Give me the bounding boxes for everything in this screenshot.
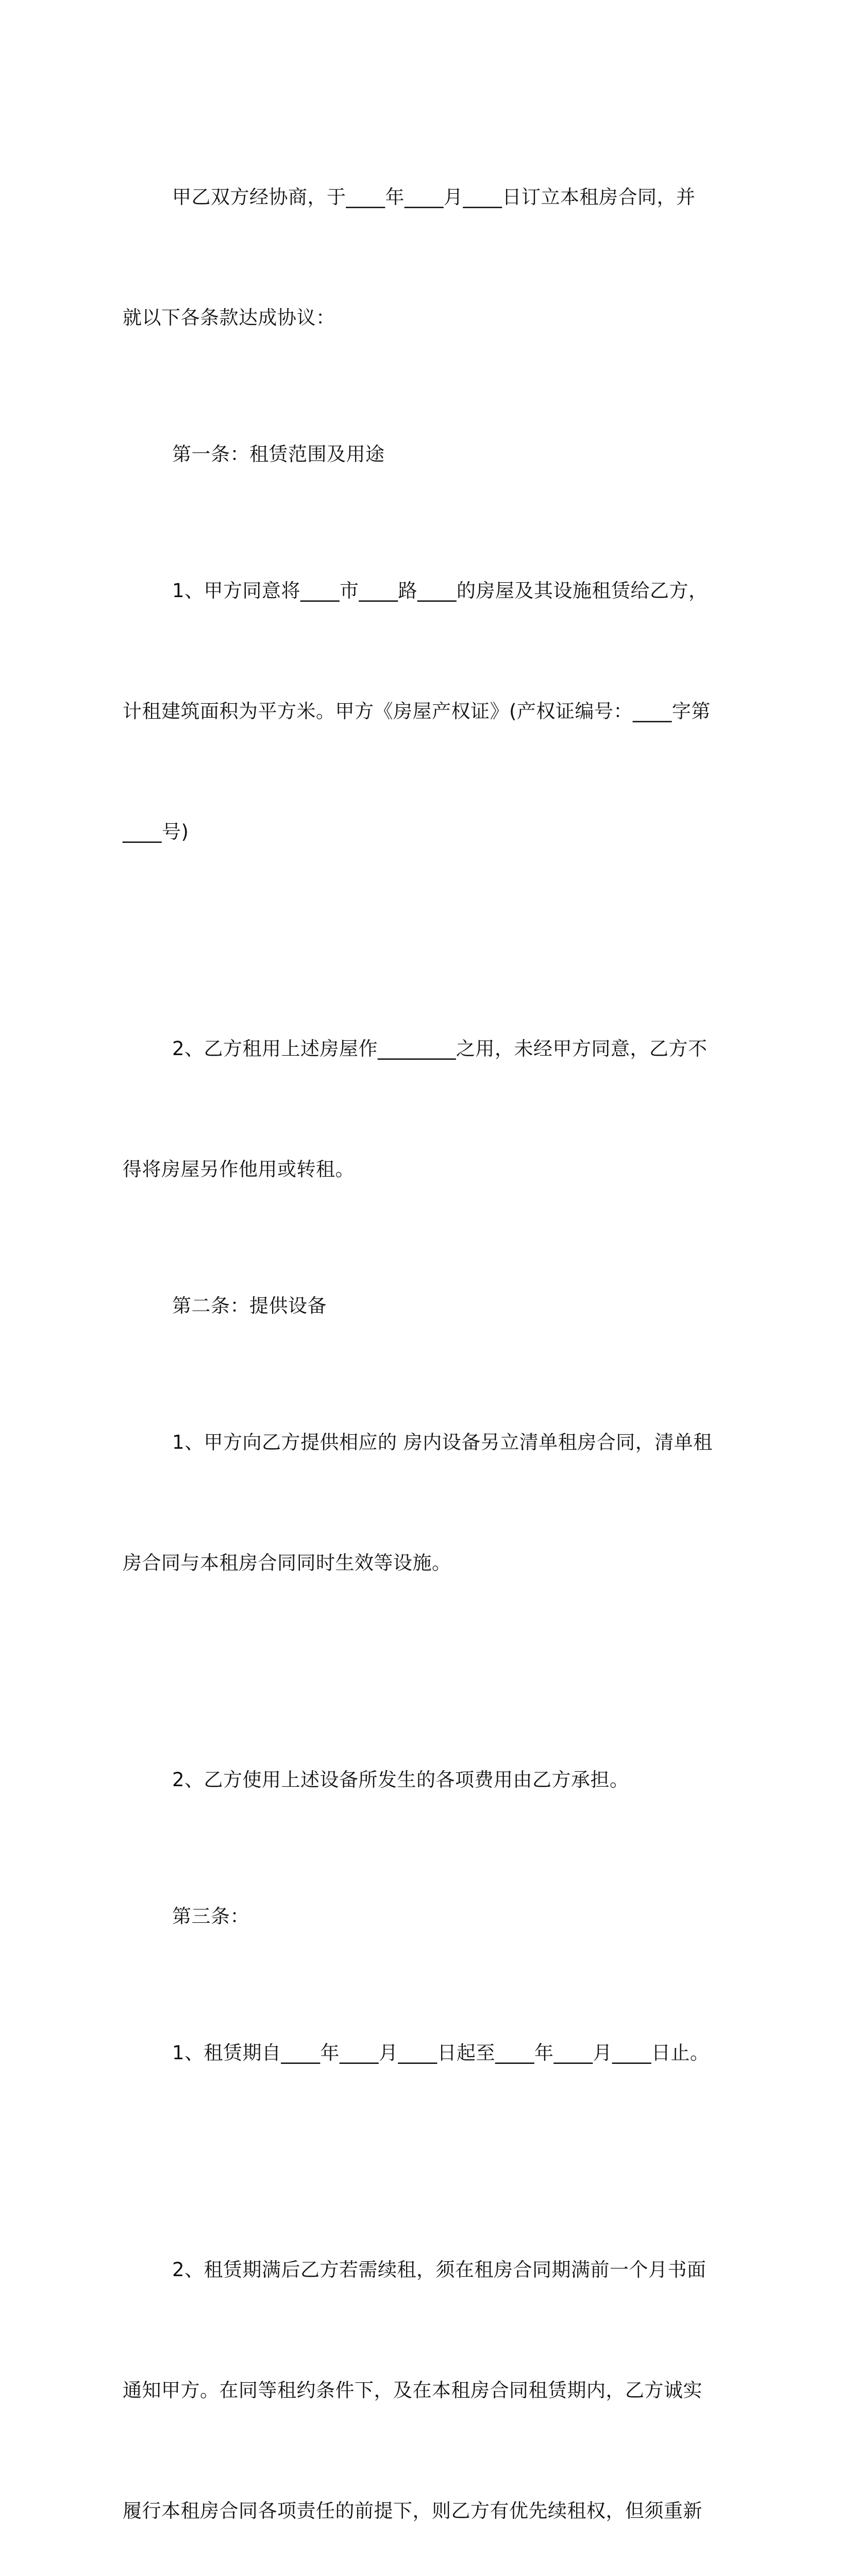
text-line: 2、租赁期满后乙方若需续租，须在租房合同期满前一个月书面 xyxy=(172,2259,707,2281)
text-line: 2、乙方租用上述房屋作________之用，未经甲方同意，乙方不 xyxy=(172,1038,708,1060)
heading-text: 第一条：租赁范围及用途 xyxy=(172,443,385,465)
text-line: 1、甲方同意将____市____路____的房屋及其设施租赁给乙方， xyxy=(172,580,708,602)
article-3-item-2 xyxy=(123,2170,723,2576)
article-1-heading xyxy=(123,434,723,474)
article-2-item-2 xyxy=(123,1680,723,1880)
paragraph-intro xyxy=(123,97,723,418)
text-line: 履行本租房合同各项责任的前提下，则乙方有优先续租权，但须重新 xyxy=(123,2500,702,2522)
text-line: 甲乙双方经协商，于____年____月____日订立本租房合同，并 xyxy=(172,186,696,208)
heading-text: 第三条： xyxy=(172,1905,249,1927)
article-2-item-1 xyxy=(123,1342,723,1664)
text-line: ____号) xyxy=(123,821,189,843)
text-line: 2、乙方使用上述设备所发生的各项费用由乙方承担。 xyxy=(172,1769,629,1791)
text-line: 1、租赁期自____年____月____日起至____年____月____日止。 xyxy=(172,2042,710,2064)
article-3-item-1 xyxy=(123,1953,723,2154)
text-line: 计租建筑面积为平方米。甲方《房屋产权证》(产权证编号：____字第 xyxy=(123,700,711,722)
heading-text: 第二条：提供设备 xyxy=(172,1295,327,1317)
text-line: 通知甲方。在同等租约条件下，及在本租房合同租赁期内，乙方诚实 xyxy=(123,2379,702,2401)
article-1-item-1 xyxy=(123,490,723,933)
article-1-item-2 xyxy=(123,948,723,1270)
text-line: 得将房屋另作他用或转租。 xyxy=(123,1158,355,1180)
text-line: 1、甲方向乙方提供相应的 房内设备另立清单租房合同，清单租 xyxy=(172,1431,713,1453)
text-line: 就以下各条款达成协议： xyxy=(123,307,335,329)
contract-page xyxy=(123,97,723,2576)
article-3-heading xyxy=(123,1896,723,1937)
article-2-heading xyxy=(123,1286,723,1326)
text-line: 房合同与本租房合同同时生效等设施。 xyxy=(123,1552,451,1574)
